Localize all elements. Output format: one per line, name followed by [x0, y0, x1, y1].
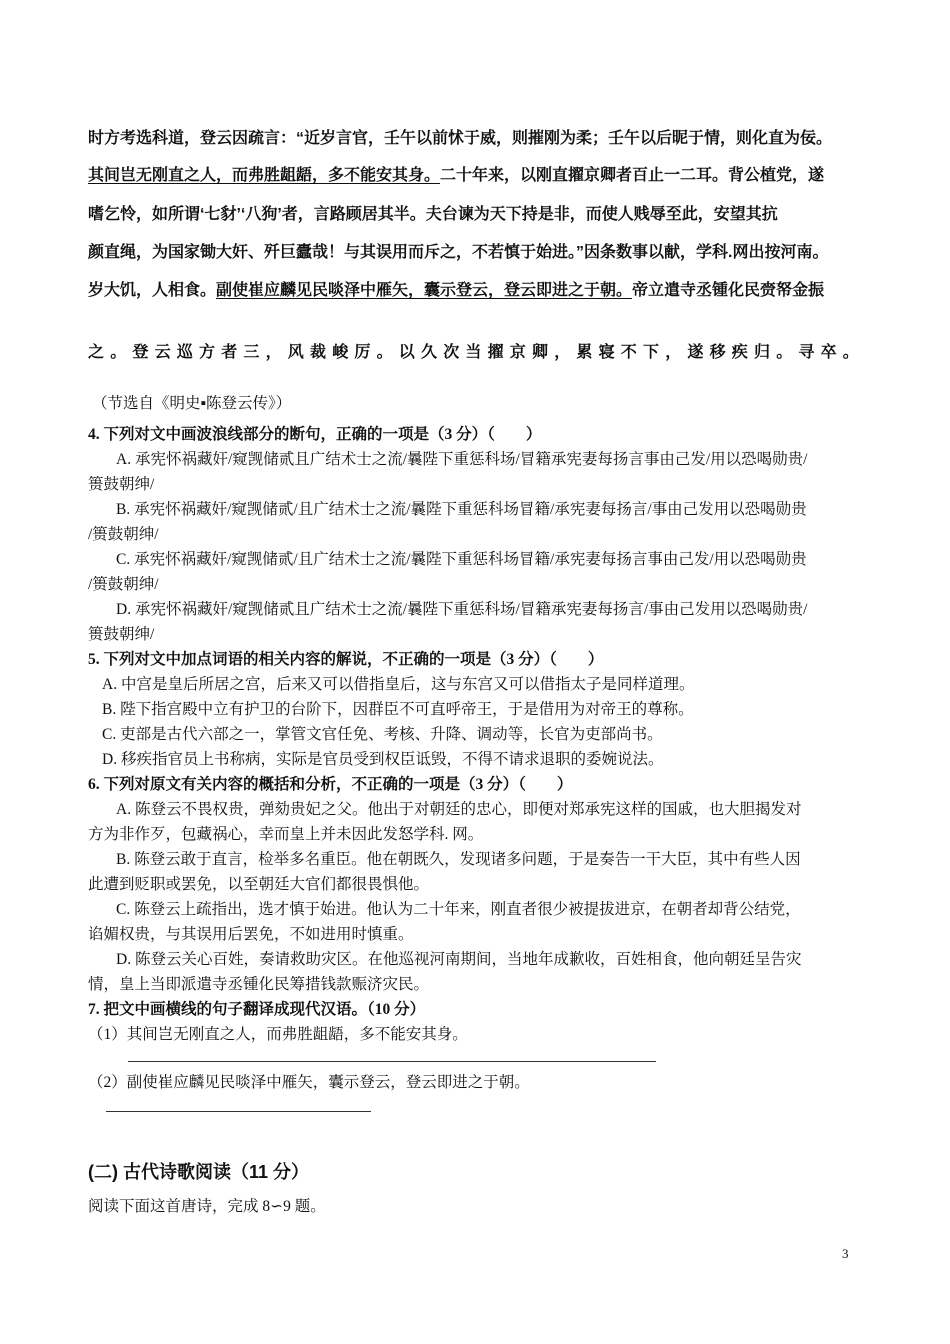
q4-option-a: A. 承宪怀祸藏奸/窥觊储贰且广结术士之流/曩陛下重惩科场/冒籍承宪妻每扬言事由己发/用以恐喝勋贵/	[116, 451, 808, 468]
q6-option-c: C. 陈登云上疏指出，选才慎于始进。他认为二十年来，刚直者很少被提拔进京，在朝者却背公结党，	[116, 901, 801, 918]
q7-sentence-2: （2）副使崔应麟见民啖泽中雁矢，囊示登云，登云即进之于朝。	[88, 1074, 530, 1091]
passage-line-6: 之。登云巡方者三，风裁峻厉。以久次当擢京卿，累寝不下，遂移疾归。寻卒。	[88, 344, 866, 361]
q6-option-c-cont: 谄媚权贵，与其误用后罢免，不如进用时慎重。	[88, 926, 414, 943]
q4-option-b: B. 承宪怀祸藏奸/窥觊储贰/且广结术士之流/曩陛下重惩科场冒籍/承宪妻每扬言/事由己发用以恐喝勋贵	[116, 501, 807, 518]
q6-option-b-cont: 此遭到贬职或罢免，以至朝廷大官们都很畏惧他。	[88, 876, 430, 893]
q4-stem: 4. 下列对文中画波浪线部分的断句，正确的一项是（3 分）（ ）	[88, 426, 542, 443]
q4-option-b-cont: /篑鼓朝绅/	[88, 526, 159, 543]
q6-option-b: B. 陈登云敢于直言，检举多名重臣。他在朝既久，发现诸多问题，于是奏告一干大臣，其中有些人因	[116, 851, 801, 868]
underlined-sentence-1: 其间岂无刚直之人，而弗胜龃龉，多不能安其身。	[88, 167, 441, 184]
q6-option-d: D. 陈登云关心百姓，奏请救助灾区。在他巡视河南期间，当地年成歉收，百姓相食，他向朝廷呈告灾	[116, 951, 802, 968]
answer-line-2	[106, 1111, 371, 1112]
q6-option-a: A. 陈登云不畏权贵，弹劾贵妃之父。他出于对朝廷的忠心，即便对郑承宪这样的国戚，也大胆揭发对	[116, 801, 802, 818]
passage-line-3: 嗜乞怜，如所谓‘七豺’‘八狗’者，言路顾居其半。夫台谏为天下持是非，而使人贱辱至此，安望其抗	[88, 206, 778, 223]
q6-option-a-cont: 方为非作歹，包藏祸心，幸而皇上并未因此发怒学科. 网。	[88, 826, 484, 843]
q4-option-d-cont: 篑鼓朝绅/	[88, 626, 155, 643]
passage-line-2-rest: 二十年来，以刚直擢京卿者百止一二耳。背公植党，遂	[440, 167, 825, 184]
passage-source: （节选自《明史▪陈登云传》）	[92, 395, 292, 412]
answer-line-1	[128, 1061, 656, 1062]
passage-line-2	[88, 166, 878, 186]
q5-option-a: A. 中宫是皇后所居之宫，后来又可以借指皇后，这与东宫又可以借指太子是同样道理。	[102, 676, 695, 693]
q4-option-c: C. 承宪怀祸藏奸/窥觊储贰/且广结术士之流/曩陛下重惩科场冒籍/承宪妻每扬言事由己发/用以恐喝勋贵	[116, 551, 807, 568]
q6-stem: 6. 下列对原文有关内容的概括和分析，不正确的一项是（3 分）（ ）	[88, 776, 573, 793]
section-heading: (二) 古代诗歌阅读（11 分）	[88, 1162, 310, 1182]
q5-option-d: D. 移疾指官员上书称病，实际是官员受到权臣诋毁，不得不请求退职的委婉说法。	[102, 751, 664, 768]
passage-line-5	[88, 281, 878, 301]
q7-stem: 7. 把文中画横线的句子翻译成现代汉语。（10 分）	[88, 1001, 426, 1018]
page-number: 3	[842, 1246, 849, 1261]
section-intro: 阅读下面这首唐诗，完成 8∽9 题。	[88, 1198, 326, 1215]
q4-option-d: D. 承宪怀祸藏奸/窥觊储贰且广结术士之流/曩陛下重惩科场/冒籍承宪妻每扬言/事由己发用以恐喝勋贵/	[116, 601, 808, 618]
q5-stem: 5. 下列对文中加点词语的相关内容的解说，不正确的一项是（3 分）（ ）	[88, 651, 604, 668]
q5-option-b: B. 陛下指宫殿中立有护卫的台阶下，因群臣不可直呼帝王，于是借用为对帝王的尊称。	[102, 701, 694, 718]
passage-line-4: 颜直绳，为国家锄大奸、歼巨蠹哉！与其误用而斥之，不若慎于始进。”因条数事以献，学科.网出按河南。	[88, 244, 829, 261]
q4-option-a-cont: 篑鼓朝绅/	[88, 476, 155, 493]
q5-option-c: C. 吏部是古代六部之一，掌管文官任免、考核、升降、调动等，长官为吏部尚书。	[102, 726, 663, 743]
q4-option-c-cont: /篑鼓朝绅/	[88, 576, 159, 593]
passage-line-5-pre: 岁大饥，人相食。	[88, 282, 217, 299]
passage-line-5-post: 帝立遣寺丞锺化民赍帑金振	[632, 282, 825, 299]
underlined-sentence-2: 副使崔应麟见民啖泽中雁矢，囊示登云，登云即进之于朝。	[216, 282, 633, 299]
passage-line-1: 时方考选科道，登云因疏言：“近岁言官，壬午以前怵于威，则摧刚为柔；壬午以后昵于情，则化直为佞。	[88, 130, 833, 147]
q6-option-d-cont: 情，皇上当即派遣寺丞锺化民筹措钱款赈济灾民。	[88, 976, 430, 993]
q7-sentence-1: （1）其间岂无刚直之人，而弗胜龃龉，多不能安其身。	[88, 1026, 468, 1043]
